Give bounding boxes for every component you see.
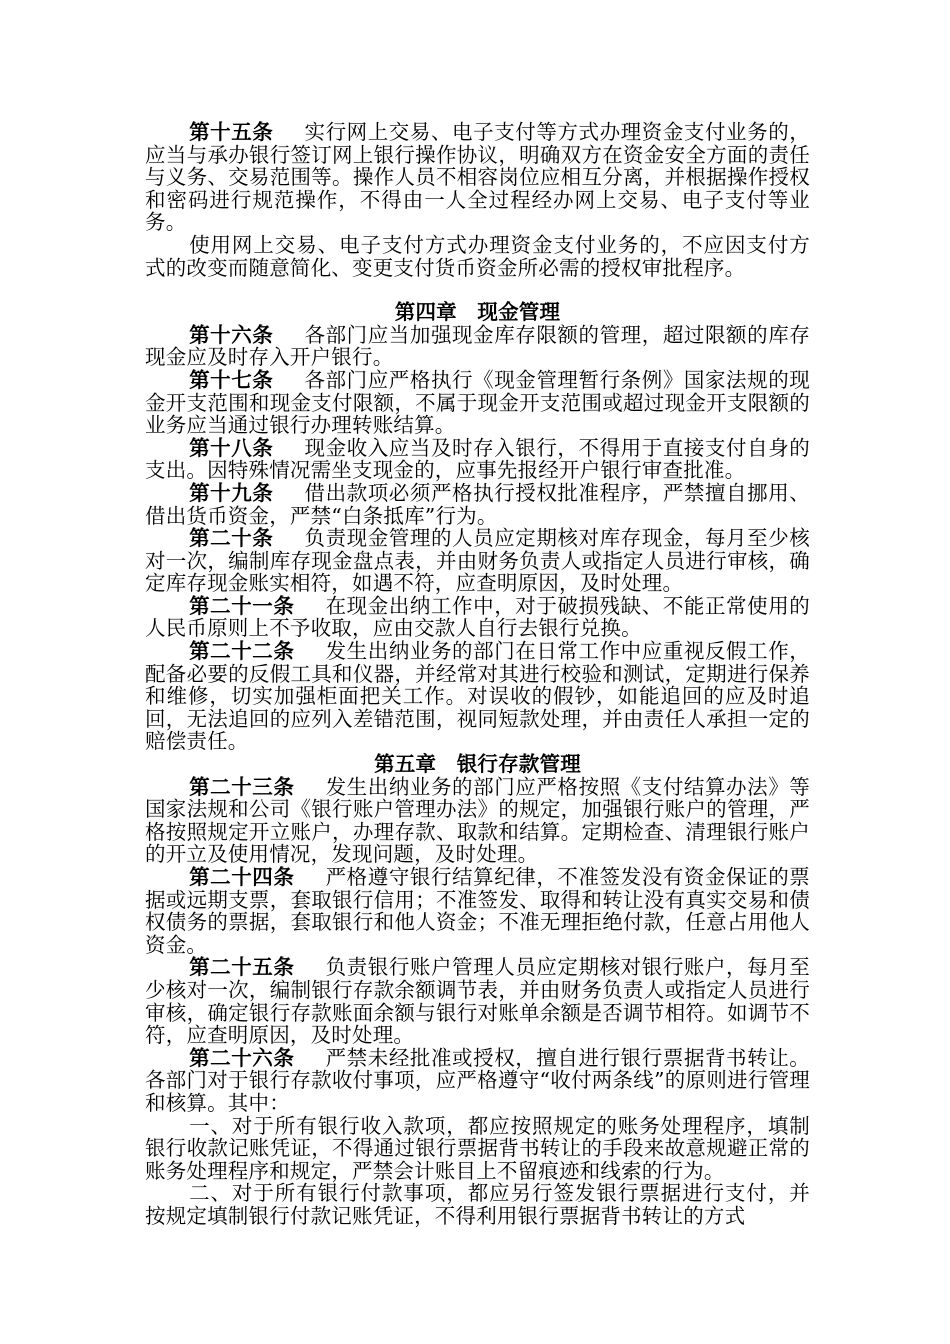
document-page (145, 121, 810, 1228)
article-number: 第十八条 (189, 435, 274, 460)
paragraph-online-payment: 使用网上交易、电子支付方式办理资金支付业务的，不应因支付方式的改变而随意简化、变更支付货币资金所必需的授权审批程序。 (145, 232, 810, 280)
item-1-bank-receipts: 一、对于所有银行收入款项，都应按照规定的账务处理程序，填制银行收款记账凭证，不得通过银行票据背书转让的手段来故意规避正常的账务处理程序和规定，严禁会计账目上不留痕迹和线索的行为。 (145, 1113, 810, 1183)
article-15 (145, 121, 810, 234)
article-25 (145, 956, 810, 1046)
article-24 (145, 866, 810, 956)
article-23 (145, 776, 810, 866)
article-number: 第十七条 (189, 367, 274, 392)
chapter-4-heading (145, 301, 810, 324)
article-text: 各部门应严格执行《现金管理暂行条例》国家法规的现金开支范围和现金支付限额，不属于现金开支范围或超过现金开支限额的业务应当通过银行办理转账结算。 (145, 367, 810, 438)
chapter-number: 第五章 (374, 752, 437, 777)
article-number: 第十六条 (189, 322, 274, 347)
article-number: 第二十五条 (189, 955, 295, 980)
article-text: 在现金出纳工作中，对于破损残缺、不能正常使用的人民币原则上不予收取，应由交款人自行去银行兑换。 (145, 593, 810, 641)
article-number: 第十九条 (189, 480, 274, 505)
article-21 (145, 595, 810, 640)
article-text: 现金收入应当及时存入银行，不得用于直接支付自身的支出。因特殊情况需坐支现金的，应事先报经开户银行审查批准。 (145, 435, 810, 483)
article-17 (145, 369, 810, 437)
article-number: 第二十二条 (189, 639, 295, 664)
article-text: 严格遵守银行结算纪律，不准签发没有资金保证的票据或远期支票，套取银行信用；不准签发、取得和转让没有真实交易和债权债务的票据，套取银行和他人资金；不准无理拒绝付款，任意占用他人资金。 (145, 865, 810, 957)
article-text: 严禁未经批准或授权，擅自进行银行票据背书转让。各部门对于银行存款收付事项，应严格遵守“收付两条线”的原则进行管理和核算。其中： (145, 1045, 810, 1115)
article-22 (145, 640, 810, 753)
article-text: 发生出纳业务的部门应严格按照《支付结算办法》等国家法规和公司《银行账户管理办法》的规定，加强银行账户的管理，严格按照规定开立账户，办理存款、取款和结算。定期检查、清理银行账户的开立及使用情况，发现问题，及时处理。 (145, 774, 810, 867)
article-number: 第二十四条 (189, 865, 295, 889)
chapter-number: 第四章 (394, 300, 457, 325)
article-text: 各部门应当加强现金库存限额的管理，超过限额的库存现金应及时存入开户银行。 (145, 322, 810, 370)
article-20 (145, 527, 810, 595)
chapter-5-heading (145, 753, 810, 776)
article-number: 第二十六条 (189, 1045, 295, 1070)
article-text: 借出款项必须严格执行授权批准程序，严禁擅自挪用、借出货币资金，严禁“白条抵库”行为。 (145, 480, 810, 528)
article-text: 负责银行账户管理人员应定期核对银行账户，每月至少核对一次，编制银行存款余额调节表，并由财务负责人或指定人员进行审核，确定银行存款账面余额与银行对账单余额是否调节相符。如调节不符，应查明原因，及时处理。 (145, 955, 810, 1048)
article-text: 实行网上交易、电子支付等方式办理资金支付业务的，应当与承办银行签订网上银行操作协议，明确双方在资金安全方面的责任与义务、交易范围等。操作人员不相容岗位应相互分离，并根据操作授权和密码进行规范操作，不得由一人全过程经办网上交易、电子支付等业务。 (145, 120, 810, 235)
item-2-bank-payments: 二、对于所有银行付款事项，都应另行签发银行票据进行支付，并按规定填制银行付款记账凭证，不得利用银行票据背书转让的方式 (145, 1181, 810, 1228)
article-text: 负责现金管理的人员应定期核对库存现金，每月至少核对一次，编制库存现金盘点表，并由财务负责人或指定人员进行审核，确定库存现金账实相符，如遇不符，应查明原因，及时处理。 (145, 526, 810, 596)
chapter-title: 银行存款管理 (456, 752, 581, 777)
article-18 (145, 437, 810, 482)
article-number: 第二十条 (189, 526, 274, 551)
article-number: 第十五条 (189, 120, 274, 144)
article-number: 第二十一条 (189, 593, 295, 618)
article-16 (145, 324, 810, 369)
article-text: 发生出纳业务的部门在日常工作中应重视反假工作，配备必要的反假工具和仪器，并经常对其进行校验和测试，定期进行保养和维修，切实加强柜面把关工作。对误收的假钞，如能追回的应及时追回，无法追回的应列入差错范围，视同短款处理，并由责任人承担一定的赔偿责任。 (145, 639, 810, 754)
article-26 (145, 1047, 810, 1115)
article-19 (145, 482, 810, 527)
article-number: 第二十三条 (189, 774, 295, 799)
chapter-title: 现金管理 (477, 300, 561, 325)
